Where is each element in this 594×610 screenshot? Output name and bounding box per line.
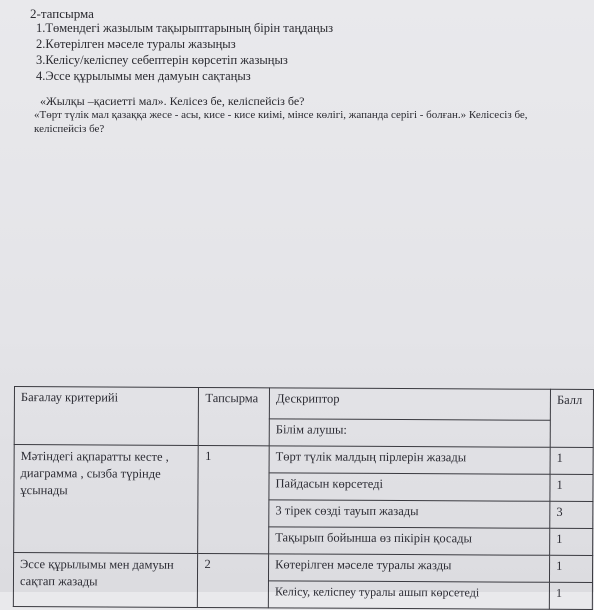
header-score: Балл xyxy=(550,389,593,447)
score-cell: 1 xyxy=(550,555,593,582)
instruction-item: 4.Эссе құрылымы мен дамуын сақтаңыз xyxy=(36,69,251,83)
score-cell: 1 xyxy=(550,447,593,474)
header-descriptor: Дескриптор xyxy=(269,388,550,420)
descriptor-cell: Көтерілген мәселе туралы жазды xyxy=(269,554,550,582)
essay-topic-1: «Жылқы –қасиетті мал». Келісез бе, келіспейсіз бе? xyxy=(40,94,305,108)
descriptor-cell: Келісу, келіспеу туралы ашып көрсетеді xyxy=(268,581,549,609)
score-cell: 1 xyxy=(549,582,592,609)
instruction-item: 3.Келісу/келіспеу себептерін көрсетіп жазыңыз xyxy=(36,53,288,67)
score-cell: 1 xyxy=(550,474,593,501)
assessment-rubric-table xyxy=(13,386,594,610)
instruction-item: 2.Көтерілген мәселе туралы жазыңыз xyxy=(36,37,236,51)
task-number-cell: 1 xyxy=(198,445,269,553)
descriptor-cell: Тақырып бойынша өз пікірін қосады xyxy=(269,527,550,555)
descriptor-cell: Пайдасын көрсетеді xyxy=(269,473,550,501)
criterion-cell: Эссе құрылымы мен дамуын сақтап жазады xyxy=(13,553,198,608)
score-cell: 1 xyxy=(550,528,593,555)
score-cell: 3 xyxy=(550,501,593,528)
descriptor-cell: Төрт түлік малдың пірлерін жазады xyxy=(269,446,550,474)
header-task: Тапсырма xyxy=(199,387,270,445)
essay-topics xyxy=(34,94,574,136)
header-criterion: Бағалау критерийі xyxy=(14,387,199,446)
descriptor-cell: 3 тірек сөзді тауып жазады xyxy=(269,500,550,528)
task-number-cell: 2 xyxy=(198,553,269,607)
rubric-header-row xyxy=(14,387,593,421)
essay-topic-2: «Төрт түлік мал қазаққа жесе - асы, кисе - кисе киімі, мінсе көлігі, жапанда серігі - болған.» Келісесіз бе, келіспейсіз бе? xyxy=(34,109,528,135)
table-row xyxy=(14,445,593,475)
task-instructions xyxy=(36,20,333,84)
table-row xyxy=(13,553,592,583)
learner-label: Білім алушы: xyxy=(269,419,550,447)
instruction-item: 1.Төмендегі жазылым тақырыптарының бірін таңдаңыз xyxy=(36,21,334,35)
criterion-cell: Мәтіндегі ақпаратты кесте , диаграмма , сызба түрінде ұсынады xyxy=(14,445,199,554)
task-title: 2-тапсырма xyxy=(30,6,94,21)
